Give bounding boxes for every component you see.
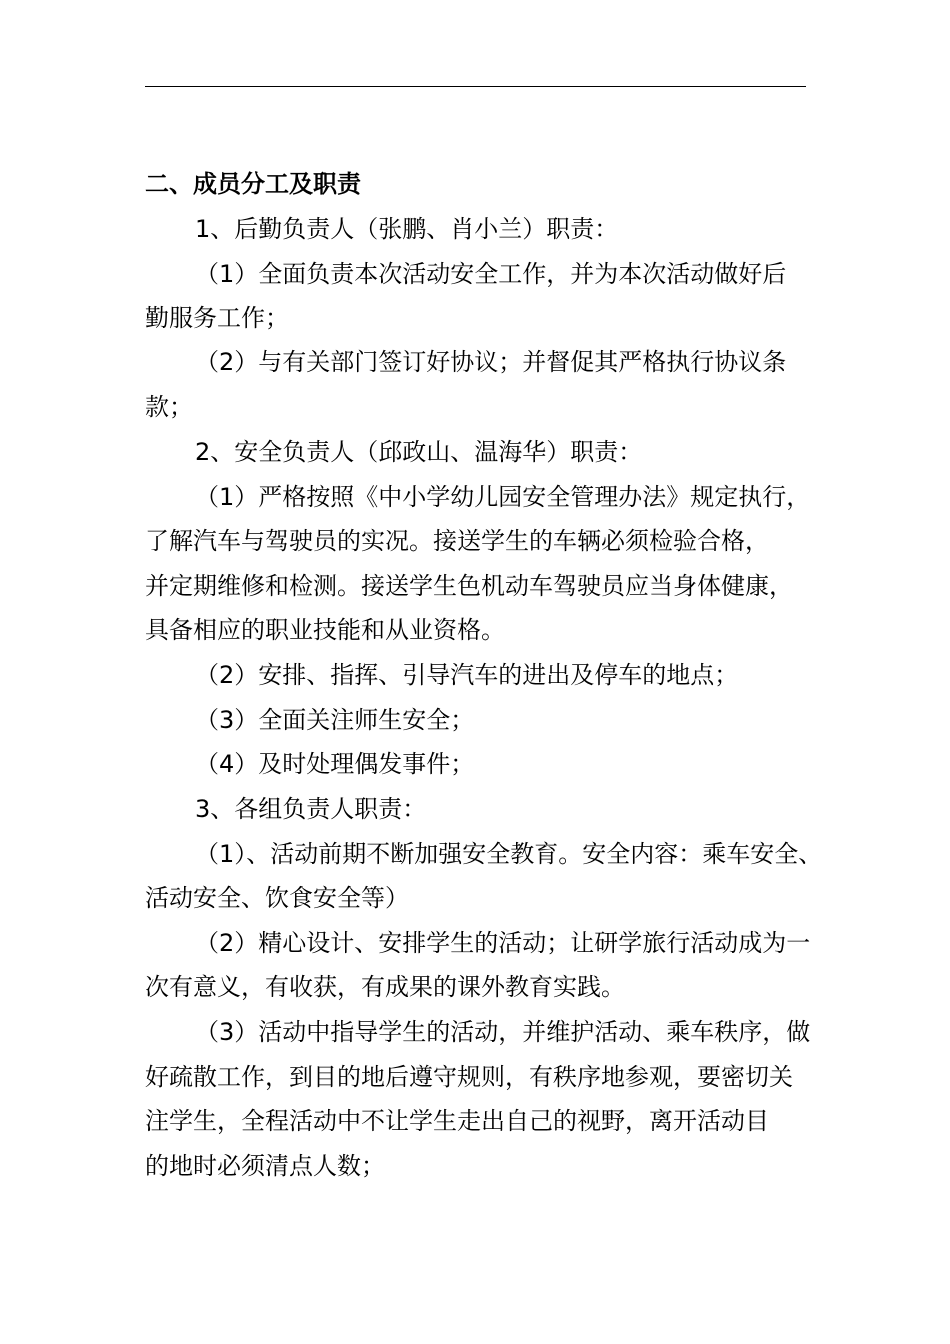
paragraph-line: 具备相应的职业技能和从业资格。: [145, 616, 505, 644]
paragraph-line: （2）精心设计、安排学生的活动；让研学旅行活动成为一: [195, 929, 811, 957]
paragraph-line: 注学生，全程活动中不让学生走出自己的视野，离开活动目: [145, 1107, 769, 1135]
paragraph-line: 勤服务工作；: [145, 304, 289, 332]
header-rule: [145, 86, 806, 87]
paragraph-line: 1、后勤负责人（张鹏、肖小兰）职责：: [195, 215, 619, 243]
paragraph-line: （1）、活动前期不断加强安全教育。安全内容：乘车安全、: [195, 840, 823, 868]
paragraph-line: 款；: [145, 393, 193, 421]
paragraph-line: 3、各组负责人职责：: [195, 795, 427, 823]
paragraph-line: 好疏散工作，到目的地后遵守规则，有秩序地参观，要密切关: [145, 1063, 793, 1091]
paragraph-line: 的地时必须清点人数；: [145, 1152, 385, 1180]
paragraph-line: 并定期维修和检测。接送学生色机动车驾驶员应当身体健康，: [145, 572, 793, 600]
paragraph-line: （1）严格按照《中小学幼儿园安全管理办法》规定执行，: [195, 483, 811, 511]
paragraph-line: （1）全面负责本次活动安全工作，并为本次活动做好后: [195, 260, 787, 288]
paragraph-line: 活动安全、饮食安全等）: [145, 884, 409, 912]
paragraph-line: 了解汽车与驾驶员的实况。接送学生的车辆必须检验合格，: [145, 527, 769, 555]
paragraph-line: 次有意义，有收获，有成果的课外教育实践。: [145, 973, 625, 1001]
paragraph-line: （4）及时处理偶发事件；: [195, 750, 475, 778]
paragraph-line: 2、安全负责人（邱政山、温海华）职责：: [195, 438, 643, 466]
paragraph-line: （3）全面关注师生安全；: [195, 706, 475, 734]
section-heading: 二、成员分工及职责: [145, 170, 361, 198]
paragraph-line: （3）活动中指导学生的活动，并维护活动、乘车秩序，做: [195, 1018, 811, 1046]
paragraph-line: （2）与有关部门签订好协议；并督促其严格执行协议条: [195, 348, 787, 376]
paragraph-line: （2）安排、指挥、引导汽车的进出及停车的地点；: [195, 661, 739, 689]
